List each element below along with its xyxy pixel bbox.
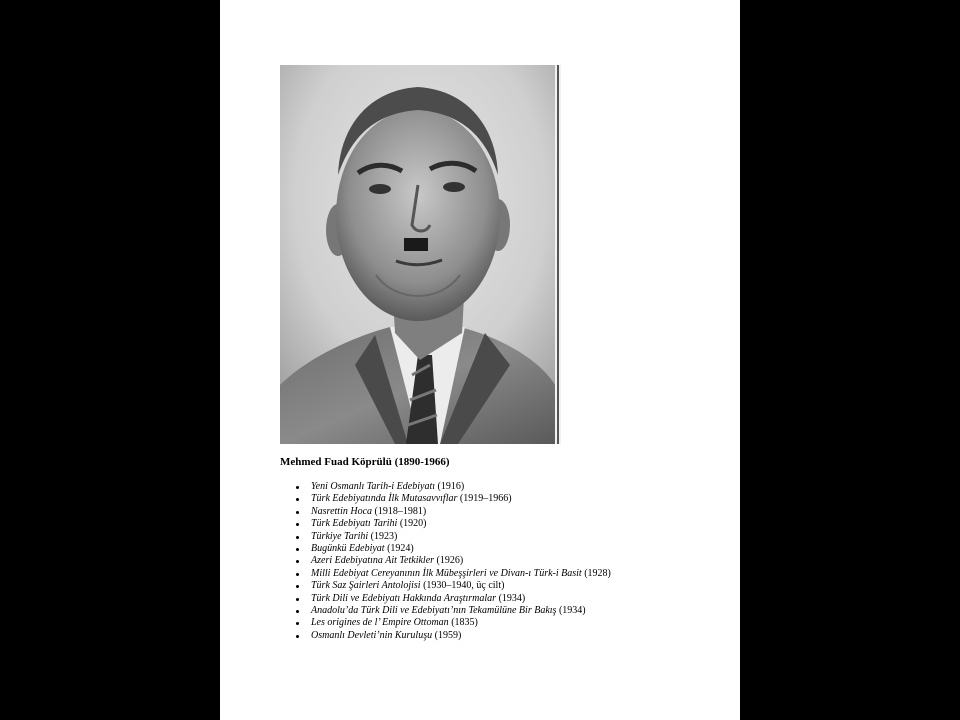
work-title: Yeni Osmanlı Tarih-i Edebiyatı [311, 481, 435, 492]
list-item [294, 605, 611, 617]
work-detail: (1920) [397, 518, 427, 530]
bullet-icon [296, 536, 299, 539]
work-title: Türk Dili ve Edebiyatı Hakkında Araştırmalar [311, 592, 497, 604]
work-detail: (1924) [384, 543, 414, 555]
work-detail: (1919–1966) [457, 493, 512, 505]
bullet-icon [296, 573, 299, 576]
work-detail: (1835) [448, 617, 478, 629]
portrait-caption: Mehmed Fuad Köprülü (1890-1966) [280, 456, 450, 468]
bullet-icon [296, 622, 299, 625]
work-title: Türk Edebiyatında İlk Mutasavvıflar [311, 493, 458, 505]
work-title: Anadolu’da Türk Dili ve Edebiyatı’nın Tekamülüne Bir Bakış [311, 605, 557, 617]
work-detail: (1928) [581, 567, 611, 579]
bullet-icon [296, 498, 299, 501]
list-item [294, 555, 611, 567]
list-item [294, 617, 611, 629]
work-detail: (1930–1940, üç cilt) [420, 580, 505, 592]
work-detail: (1926) [434, 555, 464, 567]
bullet-icon [296, 598, 299, 601]
portrait-photo [280, 65, 561, 444]
list-item [294, 481, 611, 493]
list-item [294, 531, 611, 543]
work-detail: (1916) [435, 481, 465, 492]
list-item [294, 518, 611, 530]
work-detail: (1959) [432, 629, 462, 641]
bullet-icon [296, 560, 299, 563]
list-item [294, 568, 611, 580]
bullet-icon [296, 610, 299, 613]
work-detail: (1934) [496, 592, 526, 604]
work-detail: (1934) [556, 605, 586, 617]
list-item [294, 506, 611, 518]
bullet-icon [296, 486, 299, 489]
work-title: Milli Edebiyat Cereyanının İlk Mübeşşirleri ve Divan-ı Türk-i Basit [311, 567, 582, 579]
bullet-icon [296, 548, 299, 551]
list-item [294, 593, 611, 605]
bullet-icon [296, 511, 299, 514]
work-title: Türkiye Tarihi [311, 530, 369, 542]
bullet-icon [296, 523, 299, 526]
works-list [294, 481, 611, 642]
list-item [294, 580, 611, 592]
work-title: Les origines de l’ Empire Ottoman [311, 617, 449, 629]
work-title: Türk Saz Şairleri Antolojisi [311, 580, 421, 592]
work-title: Nasrettin Hoca [311, 505, 373, 517]
list-item [294, 543, 611, 555]
work-title: Osmanlı Devleti’nin Kuruluşu [311, 629, 433, 641]
document-page [220, 0, 740, 720]
work-detail: (1918–1981) [372, 505, 427, 517]
work-detail: (1923) [368, 530, 398, 542]
work-title: Bugünkü Edebiyat [311, 543, 385, 555]
work-title: Azeri Edebiyatına Ait Tetkikler [311, 555, 435, 567]
bullet-icon [296, 635, 299, 638]
work-title: Türk Edebiyatı Tarihi [311, 518, 398, 530]
list-item [294, 630, 611, 642]
bullet-icon [296, 585, 299, 588]
list-item [294, 493, 611, 505]
